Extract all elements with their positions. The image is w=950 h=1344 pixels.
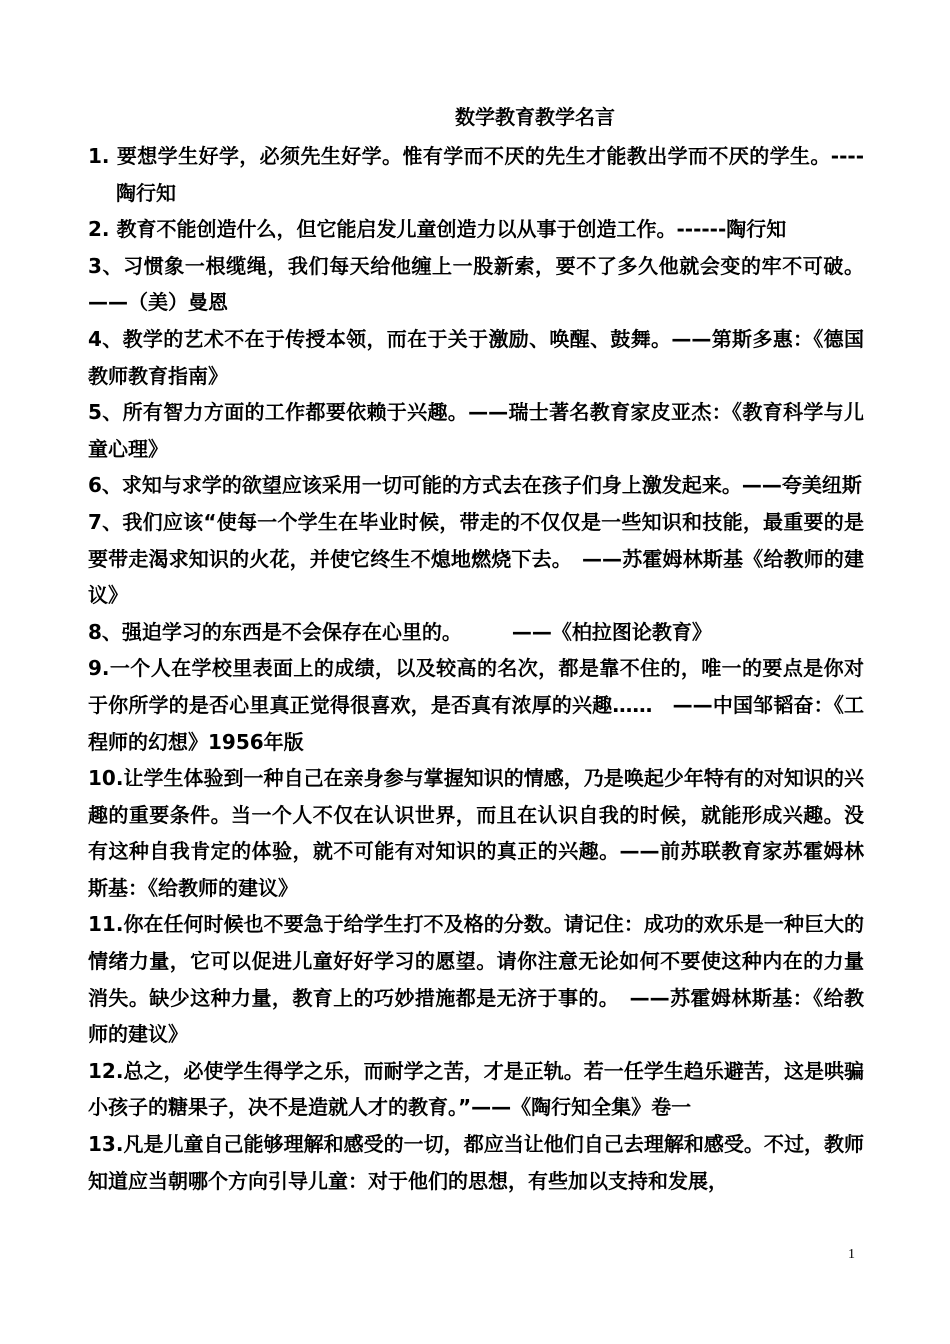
quote-item-8: 8、强迫学习的东西是不会保存在心里的。 ——《柏拉图论教育》 — [88, 619, 712, 644]
quote-item-5: 5、所有智力方面的工作都要依赖于兴趣。——瑞士著名教育家皮亚杰：《教育科学与儿童心理》 — [88, 400, 864, 461]
quote-item-1: 1. 要想学生好学，必须先生好学。惟有学而不厌的先生才能教出学而不厌的学生。----陶行知 — [88, 144, 864, 205]
quote-item-11: 11.你在任何时候也不要急于给学生打不及格的分数。请记住：成功的欢乐是一种巨大的情绪力量，它可以促进儿童好好学习的愿望。请你注意无论如何不要使这种内在的力量消失。缺少这种力量，教育上的巧妙措施都是无济于事的。 ——苏霍姆林斯基：《给教师的建议》 — [88, 912, 864, 1047]
quote-item-13: 13.凡是儿童自己能够理解和感受的一切，都应当让他们自己去理解和感受。不过，教师知道应当朝哪个方向引导儿童：对于他们的思想，有些加以支持和发展， — [88, 1132, 864, 1193]
quote-item-4: 4、教学的艺术不在于传授本领，而在于关于激励、唤醒、鼓舞。——第斯多惠：《德国教师教育指南》 — [88, 326, 864, 388]
quotes-list — [88, 138, 864, 1199]
quote-item-3: 3、习惯象一根缆绳，我们每天给他缠上一股新索，要不了多久他就会变的牢不可破。——（美）曼恩 — [88, 253, 864, 315]
page-number: 1 — [848, 1247, 855, 1262]
quote-item-7: 7、我们应该“使每一个学生在毕业时候，带走的不仅仅是一些知识和技能，最重要的是要带走渴求知识的火花，并使它终生不熄地燃烧下去。 ——苏霍姆林斯基《给教师的建议》 — [88, 509, 864, 608]
quote-item-10: 10.让学生体验到一种自己在亲身参与掌握知识的情感，乃是唤起少年特有的对知识的兴趣的重要条件。当一个人不仅在认识世界，而且在认识自我的时候，就能形成兴趣。没有这种自我肯定的体验，就不可能有对知识的真正的兴趣。——前苏联教育家苏霍姆林斯基：《给教师的建议》 — [88, 766, 864, 900]
quote-item-6: 6、求知与求学的欲望应该采用一切可能的方式去在孩子们身上激发起来。——夸美纽斯 — [88, 473, 862, 498]
quote-item-9: 9.一个人在学校里表面上的成绩，以及较高的名次，都是靠不住的，唯一的要点是你对于你所学的是否心里真正觉得很喜欢，是否真有浓厚的兴趣…… ——中国邹韬奋：《工程师的幻想》1956年版 — [88, 656, 864, 754]
quote-item-2: 2. 教育不能创造什么，但它能启发儿童创造力以从事于创造工作。------陶行知 — [88, 217, 787, 242]
quote-item-12: 12.总之，必使学生得学之乐，而耐学之苦，才是正轨。若一任学生趋乐避苦，这是哄骗小孩子的糖果子，决不是造就人才的教育。”——《陶行知全集》卷一 — [88, 1058, 864, 1120]
document-title: 数学教育教学名言 — [455, 105, 615, 129]
